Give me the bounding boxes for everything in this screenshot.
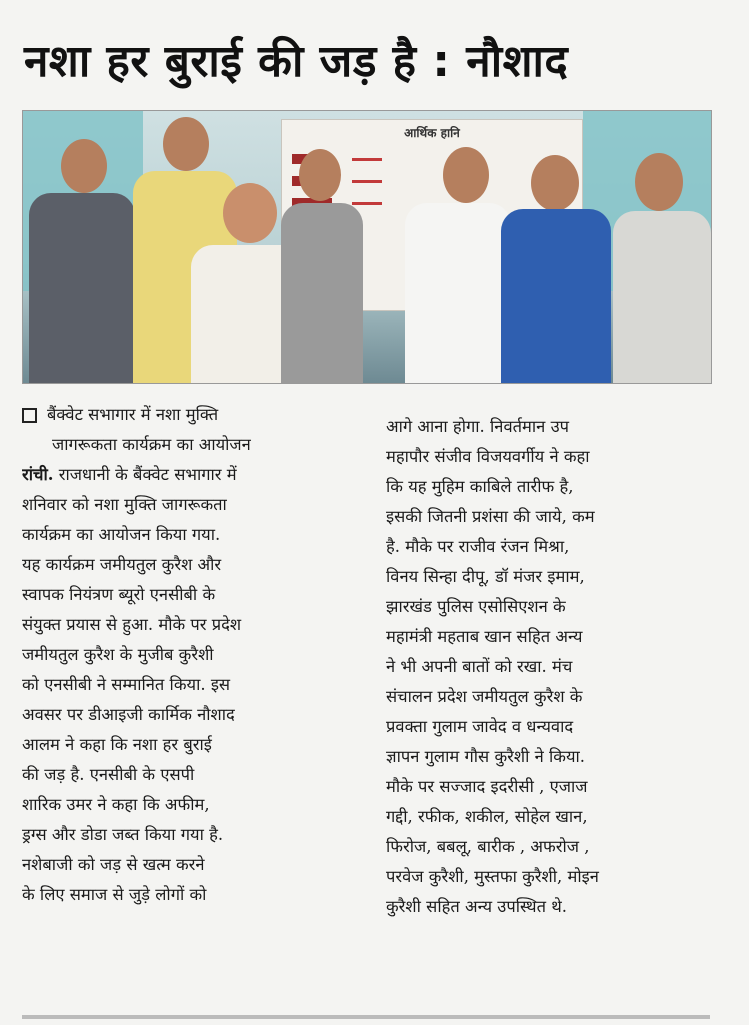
body-line: को एनसीबी ने सम्मानित किया. इस (22, 675, 231, 694)
body-line: ने भी अपनी बातों को रखा. मंच (386, 657, 573, 676)
body-line: प्रवक्ता गुलाम जावेद व धन्यवाद (386, 717, 574, 736)
body-line: फिरोज, बबलू, बारीक , अफरोज , (386, 837, 590, 856)
banner-arrow (352, 202, 382, 205)
body-line: गद्दी, रफीक, शकील, सोहेल खान, (386, 807, 588, 826)
body-line: अवसर पर डीआइजी कार्मिक नौशाद (22, 705, 235, 724)
body-line: कि यह मुहिम काबिले तारीफ है, (386, 477, 574, 496)
body-line: मौके पर सज्जाद इदरीसी , एजाज (386, 777, 588, 796)
body-line: की जड़ है. एनसीबी के एसपी (22, 765, 195, 784)
dateline: रांची. (22, 465, 54, 484)
body-line: के लिए समाज से जुड़े लोगों को (22, 885, 207, 904)
body-line: महापौर संजीव विजयवर्गीय ने कहा (386, 447, 590, 466)
body-line: नशेबाजी को जड़ से खत्म करने (22, 855, 205, 874)
body-line: यह कार्यक्रम जमीयतुल कुरैश और (22, 555, 222, 574)
body-line: कुरैशी सहित अन्य उपस्थित थे. (386, 897, 568, 916)
body-line: शनिवार को नशा मुक्ति जागरूकता (22, 495, 227, 514)
square-bullet-icon (22, 408, 37, 423)
news-photo (22, 110, 712, 384)
body-line: इसकी जितनी प्रशंसा की जाये, कम (386, 507, 595, 526)
body-line: विनय सिन्हा दीपू, डॉ मंजर इमाम, (386, 567, 585, 586)
right-column (386, 412, 718, 922)
body-line: आगे आना होगा. निवर्तमान उप (386, 417, 569, 436)
body-line: आलम ने कहा कि नशा हर बुराई (22, 735, 212, 754)
body-line: महामंत्री महताब खान सहित अन्य (386, 627, 583, 646)
left-column (22, 400, 354, 910)
body-line: ज्ञापन गुलाम गौस कुरैशी ने किया. (386, 747, 586, 766)
subheadline-line-2: जागरूकता कार्यक्रम का आयोजन (52, 435, 251, 454)
banner-arrow (352, 180, 382, 183)
bottom-divider (22, 1015, 710, 1019)
body-line: रांची. राजधानी के बैंक्वेट सभागार में (22, 465, 237, 484)
body-line: स्वापक नियंत्रण ब्यूरो एनसीबी के (22, 585, 216, 604)
body-line: जमीयतुल कुरैश के मुजीब कुरैशी (22, 645, 214, 664)
body-line: शारिक उमर ने कहा कि अफीम, (22, 795, 210, 814)
body-line: ड्रग्स और डोडा जब्त किया गया है. (22, 825, 224, 844)
body-line: संचालन प्रदेश जमीयतुल कुरैश के (386, 687, 583, 706)
body-line: झारखंड पुलिस एसोसिएशन के (386, 597, 566, 616)
body-line: कार्यक्रम का आयोजन किया गया. (22, 525, 221, 544)
banner-title: आर्थिक हानि (404, 126, 460, 140)
memento-plaque (375, 383, 425, 384)
body-line: है. मौके पर राजीव रंजन मिश्रा, (386, 537, 570, 556)
banner-arrow (352, 158, 382, 161)
headline: नशा हर बुराई की जड़ है : नौशाद (24, 36, 569, 87)
subheadline-line-1: बैंक्वेट सभागार में नशा मुक्ति (22, 400, 354, 430)
body-line: संयुक्त प्रयास से हुआ. मौके पर प्रदेश (22, 615, 242, 634)
body-line: परवेज कुरैशी, मुस्तफा कुरैशी, मोइन (386, 867, 599, 886)
